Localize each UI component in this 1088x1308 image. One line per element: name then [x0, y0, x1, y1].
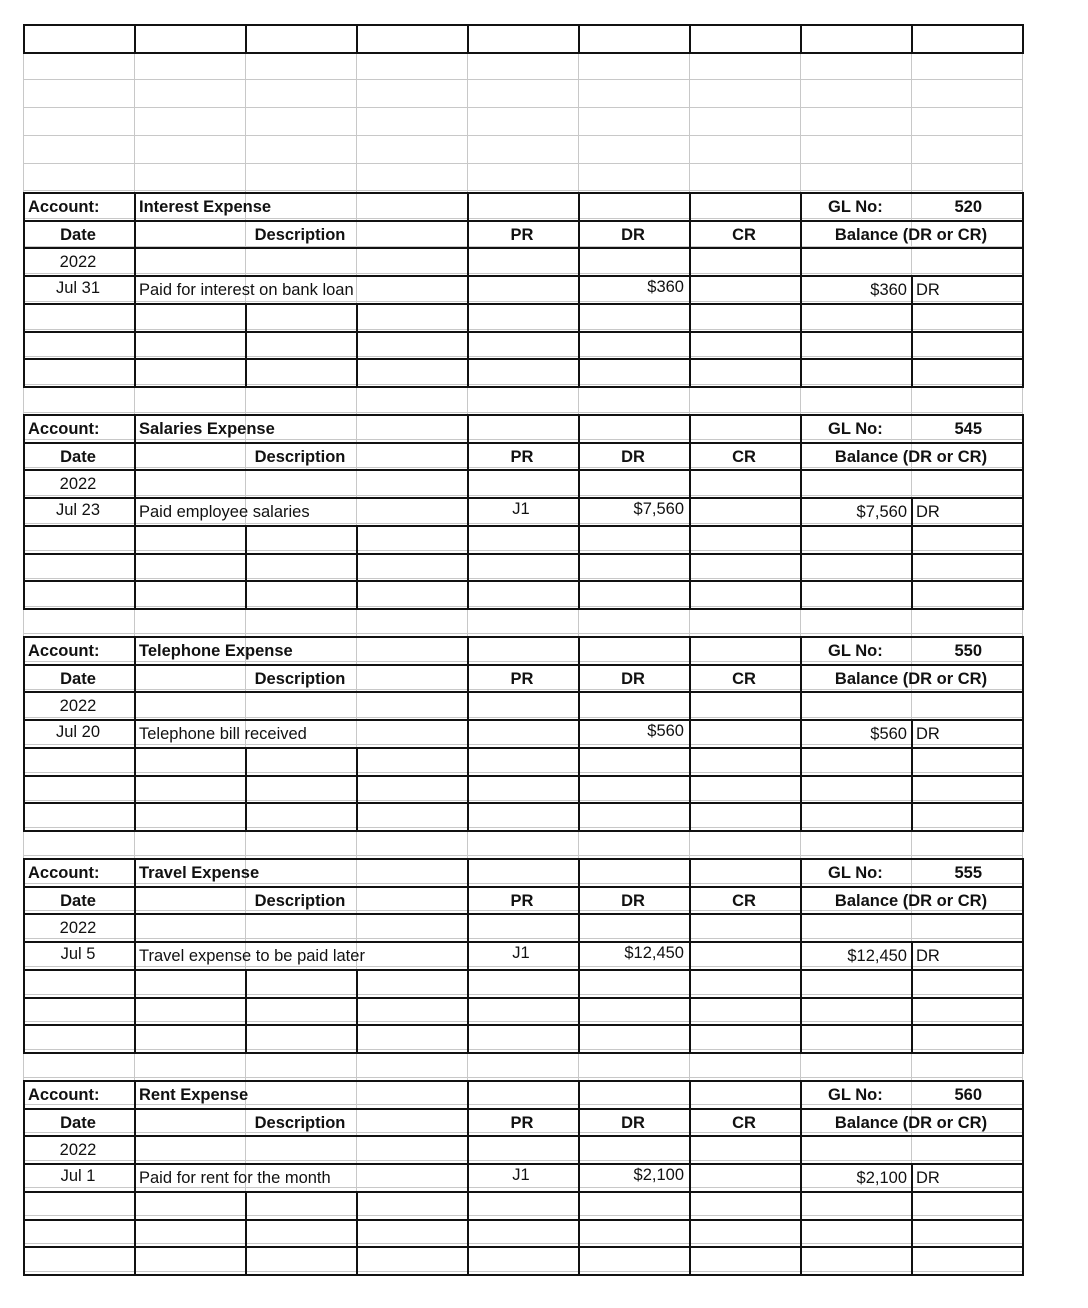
ledger-col-border — [689, 414, 691, 610]
ledger-row-border — [23, 1108, 1024, 1110]
gridline-row — [23, 717, 1022, 718]
entry-balance: $12,450 — [847, 947, 907, 965]
gridline-row — [23, 1271, 1022, 1272]
entry-balance-side: DR — [916, 503, 940, 521]
ledger-col-border — [467, 414, 469, 610]
ledger-row-border — [23, 858, 1024, 860]
ledger-row-border — [23, 303, 1024, 305]
ledger-col-border — [356, 1191, 358, 1276]
ledger-col-border — [911, 719, 913, 832]
ledger-col-border — [578, 636, 580, 832]
entry-balance-side: DR — [916, 947, 940, 965]
ledger-col-border — [911, 941, 913, 1054]
box-border — [134, 24, 136, 54]
ledger-col-border — [245, 525, 247, 610]
ledger-row-border — [23, 913, 1024, 915]
gridline-row — [23, 163, 1022, 164]
ledger-col-border — [23, 192, 25, 388]
pr-header: PR — [510, 670, 534, 688]
ledger-row-border — [23, 830, 1024, 832]
ledger-row-border — [23, 386, 1024, 388]
account-name: Salaries Expense — [139, 420, 275, 438]
entry-year: 2022 — [59, 475, 97, 493]
gridline-row — [23, 966, 1022, 967]
gl-no-label: GL No: — [828, 420, 883, 438]
ledger-row-border — [23, 775, 1024, 777]
gl-no-label: GL No: — [828, 198, 883, 216]
gridline-row — [23, 661, 1022, 662]
ledger-col-border — [800, 414, 802, 610]
ledger-row-border — [23, 275, 1024, 277]
ledger-col-border — [134, 414, 136, 610]
box-border — [23, 52, 1024, 54]
ledger-col-border — [800, 1080, 802, 1276]
gridline-row — [23, 633, 1022, 634]
gridline-row — [23, 218, 1022, 219]
box-border — [467, 24, 469, 54]
cr-header: CR — [732, 1114, 756, 1132]
gridline-row — [23, 1104, 1022, 1105]
ledger-col-border — [467, 636, 469, 832]
gridline-row — [23, 1077, 1022, 1078]
entry-dr: $7,560 — [633, 500, 684, 518]
gridline-row — [23, 883, 1022, 884]
entry-dr: $560 — [647, 722, 684, 740]
gridline-row — [23, 689, 1022, 690]
ledger-row-border — [23, 608, 1024, 610]
pr-header: PR — [510, 892, 534, 910]
ledger-col-border — [23, 636, 25, 832]
entry-balance: $2,100 — [856, 1169, 907, 1187]
ledger-row-border — [23, 414, 1024, 416]
entry-description: Paid for interest on bank loan — [139, 281, 354, 299]
ledger-col-border — [689, 1080, 691, 1276]
ledger-col-border — [800, 192, 802, 388]
gridline-row — [23, 412, 1022, 413]
ledger-row-border — [23, 1024, 1024, 1026]
ledger-row-border — [23, 636, 1024, 638]
gridline-row — [23, 910, 1022, 911]
entry-date: Jul 20 — [55, 723, 101, 741]
ledger-row-border — [23, 247, 1024, 249]
entry-pr: J1 — [512, 1166, 530, 1184]
balance-header: Balance (DR or CR) — [834, 892, 988, 910]
ledger-col-border — [356, 303, 358, 388]
entry-description: Paid employee salaries — [139, 503, 310, 521]
gl-no-value: 545 — [954, 420, 982, 438]
box-border — [23, 24, 25, 54]
balance-header: Balance (DR or CR) — [834, 226, 988, 244]
pr-header: PR — [510, 226, 534, 244]
ledger-col-border — [689, 192, 691, 388]
entry-balance-side: DR — [916, 1169, 940, 1187]
entry-description: Travel expense to be paid later — [139, 947, 365, 965]
description-header: Description — [254, 448, 346, 466]
entry-pr: J1 — [512, 944, 530, 962]
description-header: Description — [254, 892, 346, 910]
box-border — [578, 24, 580, 54]
gridline-row — [23, 356, 1022, 357]
gl-no-label: GL No: — [828, 642, 883, 660]
ledger-row-border — [23, 331, 1024, 333]
ledger-row-border — [23, 886, 1024, 888]
box-border — [23, 24, 1024, 26]
gridline-row — [23, 1187, 1022, 1188]
gridline-row — [23, 523, 1022, 524]
cr-header: CR — [732, 226, 756, 244]
dr-header: DR — [621, 892, 645, 910]
gridline-row — [23, 578, 1022, 579]
gridline-row — [23, 1160, 1022, 1161]
ledger-row-border — [23, 220, 1024, 222]
ledger-col-border — [911, 275, 913, 388]
ledger-row-border — [23, 664, 1024, 666]
ledger-col-border — [689, 858, 691, 1054]
date-header: Date — [60, 448, 96, 466]
ledger-col-border — [245, 1191, 247, 1276]
entry-pr: J1 — [512, 500, 530, 518]
pr-header: PR — [510, 448, 534, 466]
gridline-row — [23, 827, 1022, 828]
gridline-row — [23, 439, 1022, 440]
description-header: Description — [254, 670, 346, 688]
entry-date: Jul 23 — [55, 501, 101, 519]
entry-balance: $7,560 — [856, 503, 907, 521]
ledger-col-border — [800, 858, 802, 1054]
account-name: Telephone Expense — [139, 642, 293, 660]
ledger-row-border — [23, 1163, 1024, 1165]
gl-no-value: 550 — [954, 642, 982, 660]
dr-header: DR — [621, 1114, 645, 1132]
entry-balance: $360 — [870, 281, 907, 299]
account-label: Account: — [28, 864, 100, 882]
entry-description: Paid for rent for the month — [139, 1169, 331, 1187]
account-label: Account: — [28, 198, 100, 216]
gridline-row — [23, 772, 1022, 773]
ledger-row-border — [23, 691, 1024, 693]
ledger-row-border — [23, 1246, 1024, 1248]
ledger-col-border — [134, 192, 136, 388]
ledger-col-border — [689, 636, 691, 832]
ledger-col-border — [245, 969, 247, 1054]
ledger-col-border — [578, 414, 580, 610]
ledger-row-border — [23, 358, 1024, 360]
gridline-row — [23, 800, 1022, 801]
box-border — [911, 24, 913, 54]
cr-header: CR — [732, 448, 756, 466]
gridline-row — [23, 384, 1022, 385]
gridline-row — [23, 1021, 1022, 1022]
entry-year: 2022 — [59, 697, 97, 715]
ledger-col-border — [911, 1163, 913, 1276]
gridline-row — [23, 135, 1022, 136]
box-border — [245, 24, 247, 54]
ledger-row-border — [23, 497, 1024, 499]
gridline-row — [23, 273, 1022, 274]
entry-balance-side: DR — [916, 725, 940, 743]
gridline-row — [23, 1132, 1022, 1133]
pr-header: PR — [510, 1114, 534, 1132]
entry-balance: $560 — [870, 725, 907, 743]
gl-no-label: GL No: — [828, 1086, 883, 1104]
ledger-row-border — [23, 1219, 1024, 1221]
entry-balance-side: DR — [916, 281, 940, 299]
entry-dr: $2,100 — [633, 1166, 684, 1184]
gridline-row — [23, 1049, 1022, 1050]
ledger-row-border — [23, 969, 1024, 971]
gridline-row — [23, 1243, 1022, 1244]
gridline-row — [23, 744, 1022, 745]
gridline-row — [23, 107, 1022, 108]
gridline-row — [23, 1215, 1022, 1216]
ledger-col-border — [467, 192, 469, 388]
entry-dr: $12,450 — [624, 944, 684, 962]
ledger-col-border — [800, 636, 802, 832]
gridline-row — [23, 938, 1022, 939]
entry-date: Jul 31 — [55, 279, 101, 297]
gridline-row — [23, 329, 1022, 330]
account-name: Travel Expense — [139, 864, 260, 882]
gridline-row — [23, 855, 1022, 856]
ledger-col-border — [1022, 414, 1024, 610]
gridline-row — [23, 994, 1022, 995]
entry-date: Jul 1 — [60, 1167, 96, 1185]
account-name: Rent Expense — [139, 1086, 249, 1104]
ledger-col-border — [245, 303, 247, 388]
date-header: Date — [60, 670, 96, 688]
gridline-col — [911, 24, 912, 1274]
ledger-row-border — [23, 192, 1024, 194]
gridline-col — [356, 24, 357, 1274]
account-label: Account: — [28, 1086, 100, 1104]
cr-header: CR — [732, 670, 756, 688]
ledger-row-border — [23, 1080, 1024, 1082]
description-header: Description — [254, 226, 346, 244]
ledger-col-border — [356, 747, 358, 832]
ledger-row-border — [23, 747, 1024, 749]
ledger-row-border — [23, 469, 1024, 471]
ledger-col-border — [911, 497, 913, 610]
ledger-row-border — [23, 802, 1024, 804]
ledger-row-border — [23, 997, 1024, 999]
gridline-row — [23, 606, 1022, 607]
ledger-col-border — [23, 414, 25, 610]
box-border — [689, 24, 691, 54]
date-header: Date — [60, 1114, 96, 1132]
entry-description: Telephone bill received — [139, 725, 307, 743]
ledger-col-border — [23, 858, 25, 1054]
dr-header: DR — [621, 226, 645, 244]
balance-header: Balance (DR or CR) — [834, 1114, 988, 1132]
ledger-col-border — [1022, 636, 1024, 832]
balance-header: Balance (DR or CR) — [834, 670, 988, 688]
gridline-row — [23, 79, 1022, 80]
ledger-row-border — [23, 553, 1024, 555]
entry-date: Jul 5 — [60, 945, 96, 963]
gl-no-value: 520 — [954, 198, 982, 216]
entry-year: 2022 — [59, 253, 97, 271]
ledger-col-border — [134, 636, 136, 832]
ledger-col-border — [467, 858, 469, 1054]
gl-no-value: 560 — [954, 1086, 982, 1104]
ledger-col-border — [578, 192, 580, 388]
ledger-col-border — [578, 1080, 580, 1276]
ledger-row-border — [23, 1274, 1024, 1276]
account-label: Account: — [28, 420, 100, 438]
ledger-row-border — [23, 442, 1024, 444]
cr-header: CR — [732, 892, 756, 910]
ledger-col-border — [134, 858, 136, 1054]
gridline-row — [23, 301, 1022, 302]
ledger-col-border — [356, 525, 358, 610]
dr-header: DR — [621, 670, 645, 688]
gridline-row — [23, 467, 1022, 468]
ledger-row-border — [23, 1191, 1024, 1193]
box-border — [800, 24, 802, 54]
ledger-col-border — [1022, 192, 1024, 388]
date-header: Date — [60, 892, 96, 910]
ledger-row-border — [23, 719, 1024, 721]
ledger-col-border — [23, 1080, 25, 1276]
entry-year: 2022 — [59, 919, 97, 937]
balance-header: Balance (DR or CR) — [834, 448, 988, 466]
ledger-col-border — [134, 1080, 136, 1276]
ledger-row-border — [23, 1135, 1024, 1137]
ledger-row-border — [23, 1052, 1024, 1054]
entry-year: 2022 — [59, 1141, 97, 1159]
gridline-row — [23, 190, 1022, 191]
entry-dr: $360 — [647, 278, 684, 296]
gl-no-label: GL No: — [828, 864, 883, 882]
gl-no-value: 555 — [954, 864, 982, 882]
dr-header: DR — [621, 448, 645, 466]
ledger-col-border — [578, 858, 580, 1054]
box-border — [356, 24, 358, 54]
gridline-row — [23, 550, 1022, 551]
ledger-col-border — [356, 969, 358, 1054]
gridline-row — [23, 495, 1022, 496]
ledger-col-border — [467, 1080, 469, 1276]
description-header: Description — [254, 1114, 346, 1132]
date-header: Date — [60, 226, 96, 244]
ledger-col-border — [1022, 858, 1024, 1054]
ledger-row-border — [23, 941, 1024, 943]
ledger-col-border — [245, 747, 247, 832]
ledger-row-border — [23, 580, 1024, 582]
ledger-row-border — [23, 525, 1024, 527]
ledger-col-border — [1022, 1080, 1024, 1276]
box-border — [1022, 24, 1024, 54]
account-label: Account: — [28, 642, 100, 660]
account-name: Interest Expense — [139, 198, 272, 216]
